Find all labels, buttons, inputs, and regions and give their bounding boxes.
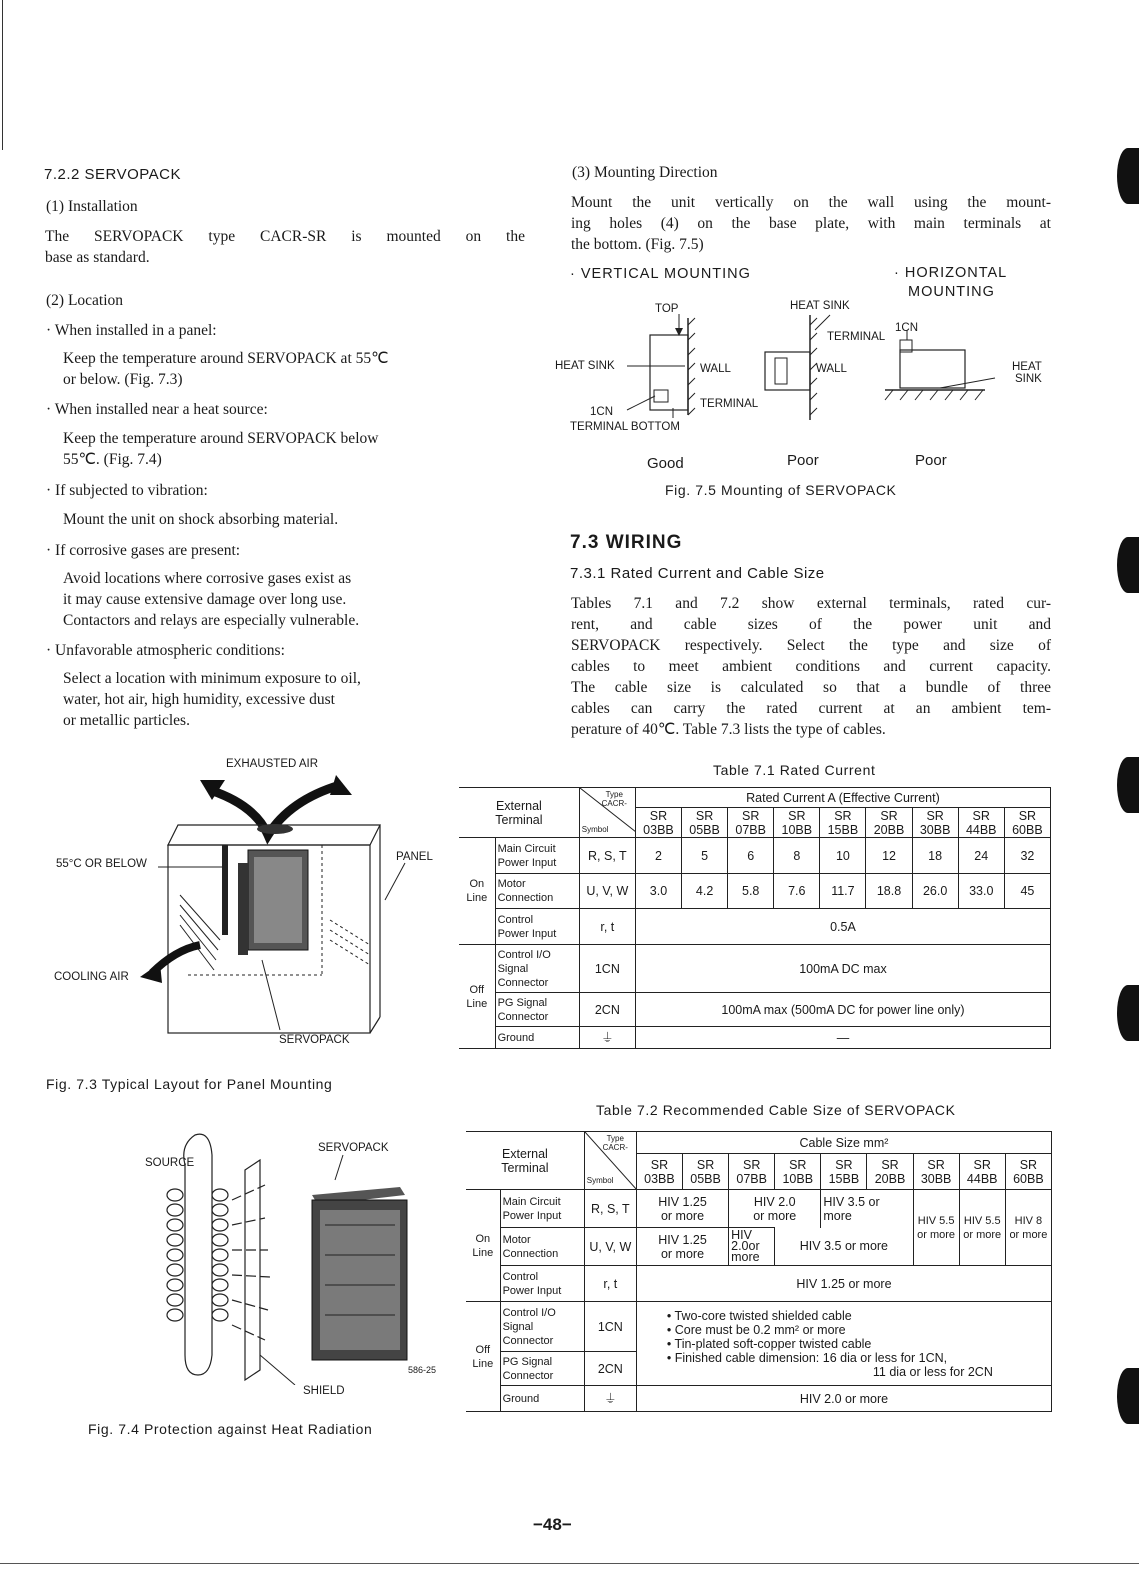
binder-mark [1117, 757, 1139, 813]
table-row: Off Line Control I/O Signal Connector 1CN 100mA DC max [459, 945, 1051, 993]
label-heat-source: SOURCE [145, 1157, 195, 1169]
binder-mark [1117, 1368, 1139, 1424]
label-terminal-bottom: TERMINAL BOTTOM [570, 421, 680, 433]
ground-icon: ⏚ [579, 1027, 635, 1049]
ground-icon: ⏚ [584, 1386, 636, 1412]
cable-size-table [466, 1131, 1052, 1412]
model-header: SR 30BB [913, 1154, 959, 1190]
label-55c-or-below: 55°C OR BELOW [56, 858, 147, 870]
table-row: On Line Main Circuit Power Input R, S, T HIV 1.25 or more HIV 2.0 or more HIV 3.5 or more HIV 5.5 or more HIV 5.5 or more HIV 8 or more [466, 1190, 1052, 1228]
binder-mark [1117, 985, 1139, 1041]
table-row: Control Power Input r, t HIV 1.25 or more [466, 1266, 1052, 1302]
table-row: Control Power Input r, t 0.5A [459, 909, 1051, 945]
label-1cn-good: 1CN [590, 406, 614, 418]
bullet-atmosphere-text: Select a location with minimum exposure to oil, water, hot air, high humidity, excessive dust or metallic particles. [63, 670, 361, 729]
table-row: On Line Main Circuit Power Input R, S, T 2 5 6 8 10 12 18 24 32 [459, 838, 1051, 874]
bullet-atmosphere: · Unfavorable atmospheric conditions: [46, 642, 285, 659]
model-header: SR 60BB [1004, 808, 1050, 838]
fig75-caption: Fig. 7.5 Mounting of SERVOPACK [665, 482, 897, 498]
rated-current-text: Tables 7.1 and 7.2 show external terminals, rated cur- rent, and cable sizes of the power unit and SERVOPACK respectively. Select the type and size of cables to meet ambient conditions and current capacity. The cable size is calculated so that a bundle of three cables can carry the rated current at an ambient tem- perature of 40℃. Table 7.3 lists the type of cables. [571, 595, 1051, 738]
label-wall-good: WALL [700, 363, 731, 375]
mounting-direction-figure [555, 300, 1055, 440]
label-heat-sink-right: HEAT SINK [1012, 361, 1042, 385]
vertical-mounting-label: · VERTICAL MOUNTING [570, 266, 751, 282]
label-heat-sink-left: HEAT SINK [555, 360, 615, 372]
table-row: Motor Connection U, V, W 3.0 4.2 5.8 7.6 11.7 18.8 26.0 33.0 45 [459, 874, 1051, 909]
bullet-corrosive-text: Avoid locations where corrosive gases exist as it may cause extensive damage over long use. Contactors and relays are especially vulnerable. [63, 570, 360, 629]
off-line-group: Off Line [466, 1302, 500, 1412]
fig74-caption: Fig. 7.4 Protection against Heat Radiation [88, 1421, 373, 1437]
label-servopack-2: SERVOPACK [318, 1142, 389, 1154]
label-terminal-right: TERMINAL [827, 331, 886, 343]
table-row: PG Signal Connector 2CN [466, 1352, 1052, 1386]
bullet-panel: · When installed in a panel: [46, 322, 217, 339]
off-line-group: Off Line [459, 945, 495, 1049]
model-header: SR 10BB [775, 1154, 821, 1190]
model-header: SR 15BB [820, 808, 866, 838]
mounting-direction-text: Mount the unit vertically on the wall using the mount- ing holes (4) on the base plate, with main terminals at the bottom. (Fig. 7.5) [571, 194, 1051, 253]
bullet-corrosive: · If corrosive gases are present: [46, 542, 241, 559]
rated-current-table [459, 787, 1051, 1049]
table-row: PG Signal Connector 2CN 100mA max (500mA DC for power line only) [459, 993, 1051, 1027]
model-header: SR 07BB [728, 808, 774, 838]
model-header: SR 03BB [635, 808, 681, 838]
table71-title: Table 7.1 Rated Current [713, 762, 876, 778]
label-cooling-air: COOLING AIR [54, 971, 129, 983]
external-terminal-header: External Terminal [466, 1132, 584, 1190]
table-row: Ground ⏚ HIV 2.0 or more [466, 1386, 1052, 1412]
label-poor-2: Poor [915, 452, 947, 469]
binder-mark [1117, 148, 1139, 204]
bullet-heat: · When installed near a heat source: [46, 401, 268, 418]
rated-current-heading: 7.3.1 Rated Current and Cable Size [570, 565, 825, 582]
on-line-group: On Line [466, 1190, 500, 1302]
label-good: Good [647, 455, 684, 472]
label-wall-poor: WALL [816, 363, 847, 375]
page-number: −48− [533, 1515, 572, 1534]
label-exhausted-air: EXHAUSTED AIR [226, 758, 319, 770]
type-symbol-header: Type CACR- Symbol [584, 1132, 636, 1190]
installation-text: The SERVOPACK type CACR-SR is mounted on the base as standard. [45, 228, 525, 266]
cable-size-group-header: Cable Size mm² [636, 1132, 1051, 1154]
installation-heading: (1) Installation [46, 198, 138, 215]
type-symbol-header: Type CACR- Symbol [579, 788, 635, 838]
model-header: SR 60BB [1005, 1154, 1051, 1190]
model-header: SR 30BB [912, 808, 958, 838]
location-heading: (2) Location [46, 292, 124, 309]
table-row: Motor Connection U, V, W HIV 1.25 or more HIV 2.0or more HIV 3.5 or more [466, 1228, 1052, 1266]
binder-mark [1117, 537, 1139, 593]
on-line-group: On Line [459, 838, 495, 945]
label-servopack: SERVOPACK [279, 1034, 350, 1046]
model-header: SR 05BB [682, 808, 728, 838]
bullet-vibration: · If subjected to vibration: [46, 482, 208, 499]
model-header: SR 03BB [636, 1154, 682, 1190]
model-header: SR 05BB [683, 1154, 729, 1190]
fig73-caption: Fig. 7.3 Typical Layout for Panel Mounting [46, 1076, 333, 1092]
left-border-line [2, 0, 3, 150]
model-header: SR 20BB [867, 1154, 913, 1190]
label-shield: SHIELD [303, 1385, 345, 1397]
table-row: Off Line Control I/O Signal Connector 1CN • Two-core twisted shielded cable • Core must be 0.2 mm² or more • Tin-plated soft-copper twisted cable • Finished cable dimension: 16 dia or less for 1CN, 11 dia or less for 2CN [466, 1302, 1052, 1352]
bullet-vibration-text: Mount the unit on shock absorbing material. [63, 511, 339, 528]
panel-mounting-figure [40, 755, 460, 1065]
rated-current-group-header: Rated Current A (Effective Current) [635, 788, 1050, 808]
model-header: SR 10BB [774, 808, 820, 838]
external-terminal-header: External Terminal [459, 788, 579, 838]
label-1cn-right: 1CN [895, 322, 919, 334]
bottom-rule [0, 1563, 1139, 1564]
model-header: SR 20BB [866, 808, 912, 838]
bullet-heat-text: Keep the temperature around SERVOPACK below 55℃. (Fig. 7.4) [63, 430, 379, 468]
model-header: SR 15BB [821, 1154, 867, 1190]
label-heat-sink-top: HEAT SINK [790, 300, 850, 312]
model-header: SR 44BB [959, 1154, 1005, 1190]
label-panel: PANEL [396, 851, 433, 863]
table72-title: Table 7.2 Recommended Cable Size of SERVOPACK [596, 1102, 956, 1118]
table-row: Ground ⏚ — [459, 1027, 1051, 1049]
label-top: TOP [655, 303, 679, 315]
figure-code: 586-25 [408, 1365, 437, 1375]
model-header: SR 44BB [958, 808, 1004, 838]
section-title: 7.2.2 SERVOPACK [44, 166, 182, 183]
horizontal-mounting-label: · HORIZONTAL MOUNTING [894, 265, 1008, 300]
bullet-panel-text: Keep the temperature around SERVOPACK at 55℃ or below. (Fig. 7.3) [63, 350, 389, 388]
label-terminal-good: TERMINAL [700, 398, 759, 410]
label-poor-1: Poor [787, 452, 819, 469]
signal-cable-notes: • Two-core twisted shielded cable • Core must be 0.2 mm² or more • Tin-plated soft-copper twisted cable • Finished cable dimension: 16 dia or less for 1CN, 11 dia or less for 2CN [636, 1302, 1051, 1386]
wiring-heading: 7.3 WIRING [570, 532, 683, 553]
model-header: SR 07BB [729, 1154, 775, 1190]
mounting-direction-heading: (3) Mounting Direction [572, 164, 718, 181]
